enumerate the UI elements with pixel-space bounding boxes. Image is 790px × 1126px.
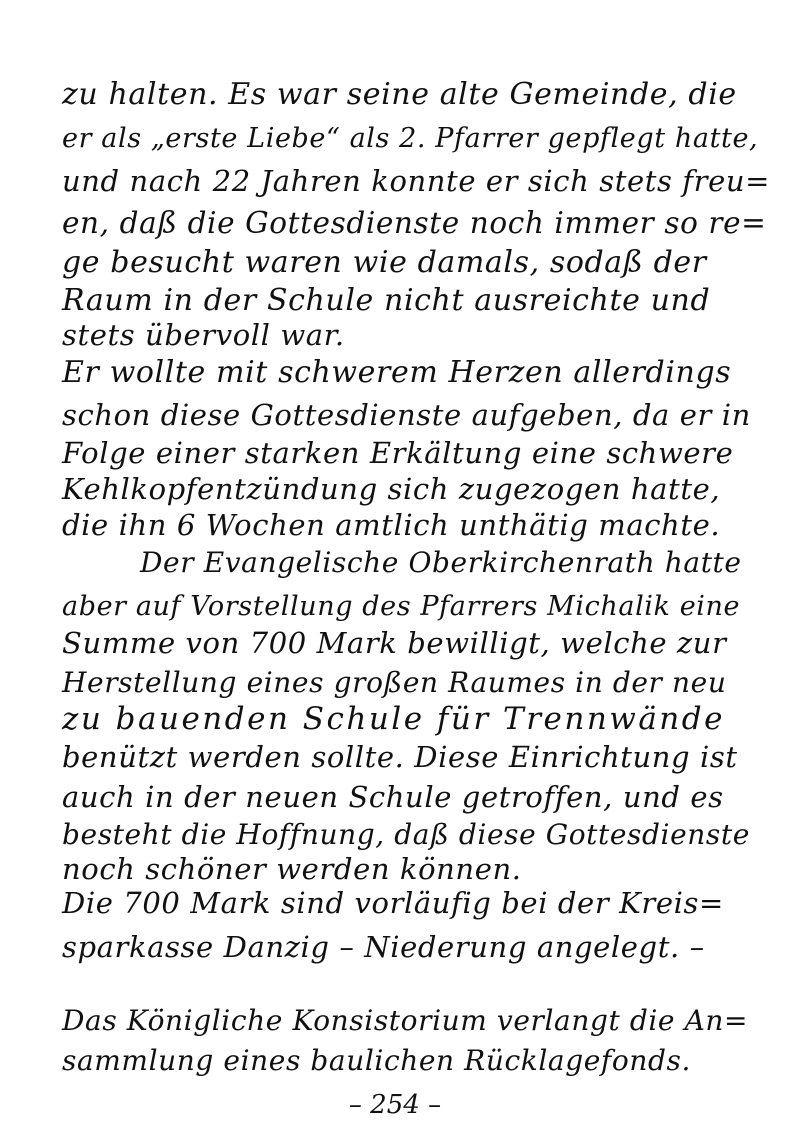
text-line-17: zu bauenden Schule für Trennwände bbox=[62, 701, 725, 737]
text-line-16: Herstellung eines großen Raumes in der neu bbox=[62, 666, 727, 699]
text-line-13: Der Evangelische Oberkirchenrath hatte bbox=[140, 546, 742, 579]
text-line-4: en, daß die Gottesdienste noch immer so re= bbox=[62, 206, 767, 240]
text-line-24: Das Königliche Konsistorium verlangt die An= bbox=[62, 1004, 749, 1037]
page-number: – 254 – bbox=[348, 1090, 442, 1120]
text-line-6: Raum in der Schule nicht ausreichte und bbox=[62, 283, 711, 318]
text-line-23: sparkasse Danzig – Niederung angelegt. – bbox=[62, 930, 705, 964]
text-line-14: aber auf Vorstellung des Pfarrers Michalik eine bbox=[62, 591, 741, 622]
text-line-1: zu halten. Es war seine alte Gemeinde, die bbox=[62, 77, 737, 112]
text-line-9: schon diese Gottesdienste aufgeben, da er in bbox=[62, 398, 751, 432]
text-line-11: Kehlkopfentzündung sich zugezogen hatte, bbox=[62, 472, 721, 506]
text-line-25: sammlung eines baulichen Rücklagefonds. bbox=[62, 1044, 691, 1077]
text-line-3: und nach 22 Jahren konnte er sich stets freu= bbox=[62, 164, 771, 198]
text-line-12: die ihn 6 Wochen amtlich unthätig machte. bbox=[62, 508, 721, 542]
text-line-10: Folge einer starken Erkältung eine schwere bbox=[62, 436, 734, 470]
text-line-8: Er wollte mit schwerem Herzen allerdings bbox=[62, 355, 732, 390]
text-line-18: benützt werden sollte. Diese Einrichtung ist bbox=[62, 740, 738, 774]
text-line-15: Summe von 700 Mark bewilligt, welche zur bbox=[62, 626, 727, 660]
text-line-21: noch schöner werden können. bbox=[62, 852, 522, 886]
text-line-22: Die 700 Mark sind vorläufig bei der Kreis= bbox=[62, 886, 724, 920]
text-line-19: auch in der neuen Schule getroffen, und es bbox=[62, 780, 724, 814]
text-line-20: besteht die Hoffnung, daß diese Gottesdienste bbox=[62, 818, 750, 851]
text-line-5: ge besucht waren wie damals, sodaß der bbox=[62, 245, 707, 280]
text-line-2: er als „erste Liebe“ als 2. Pfarrer gepflegt hatte, bbox=[62, 123, 759, 154]
text-line-7: stets übervoll war. bbox=[62, 318, 345, 352]
